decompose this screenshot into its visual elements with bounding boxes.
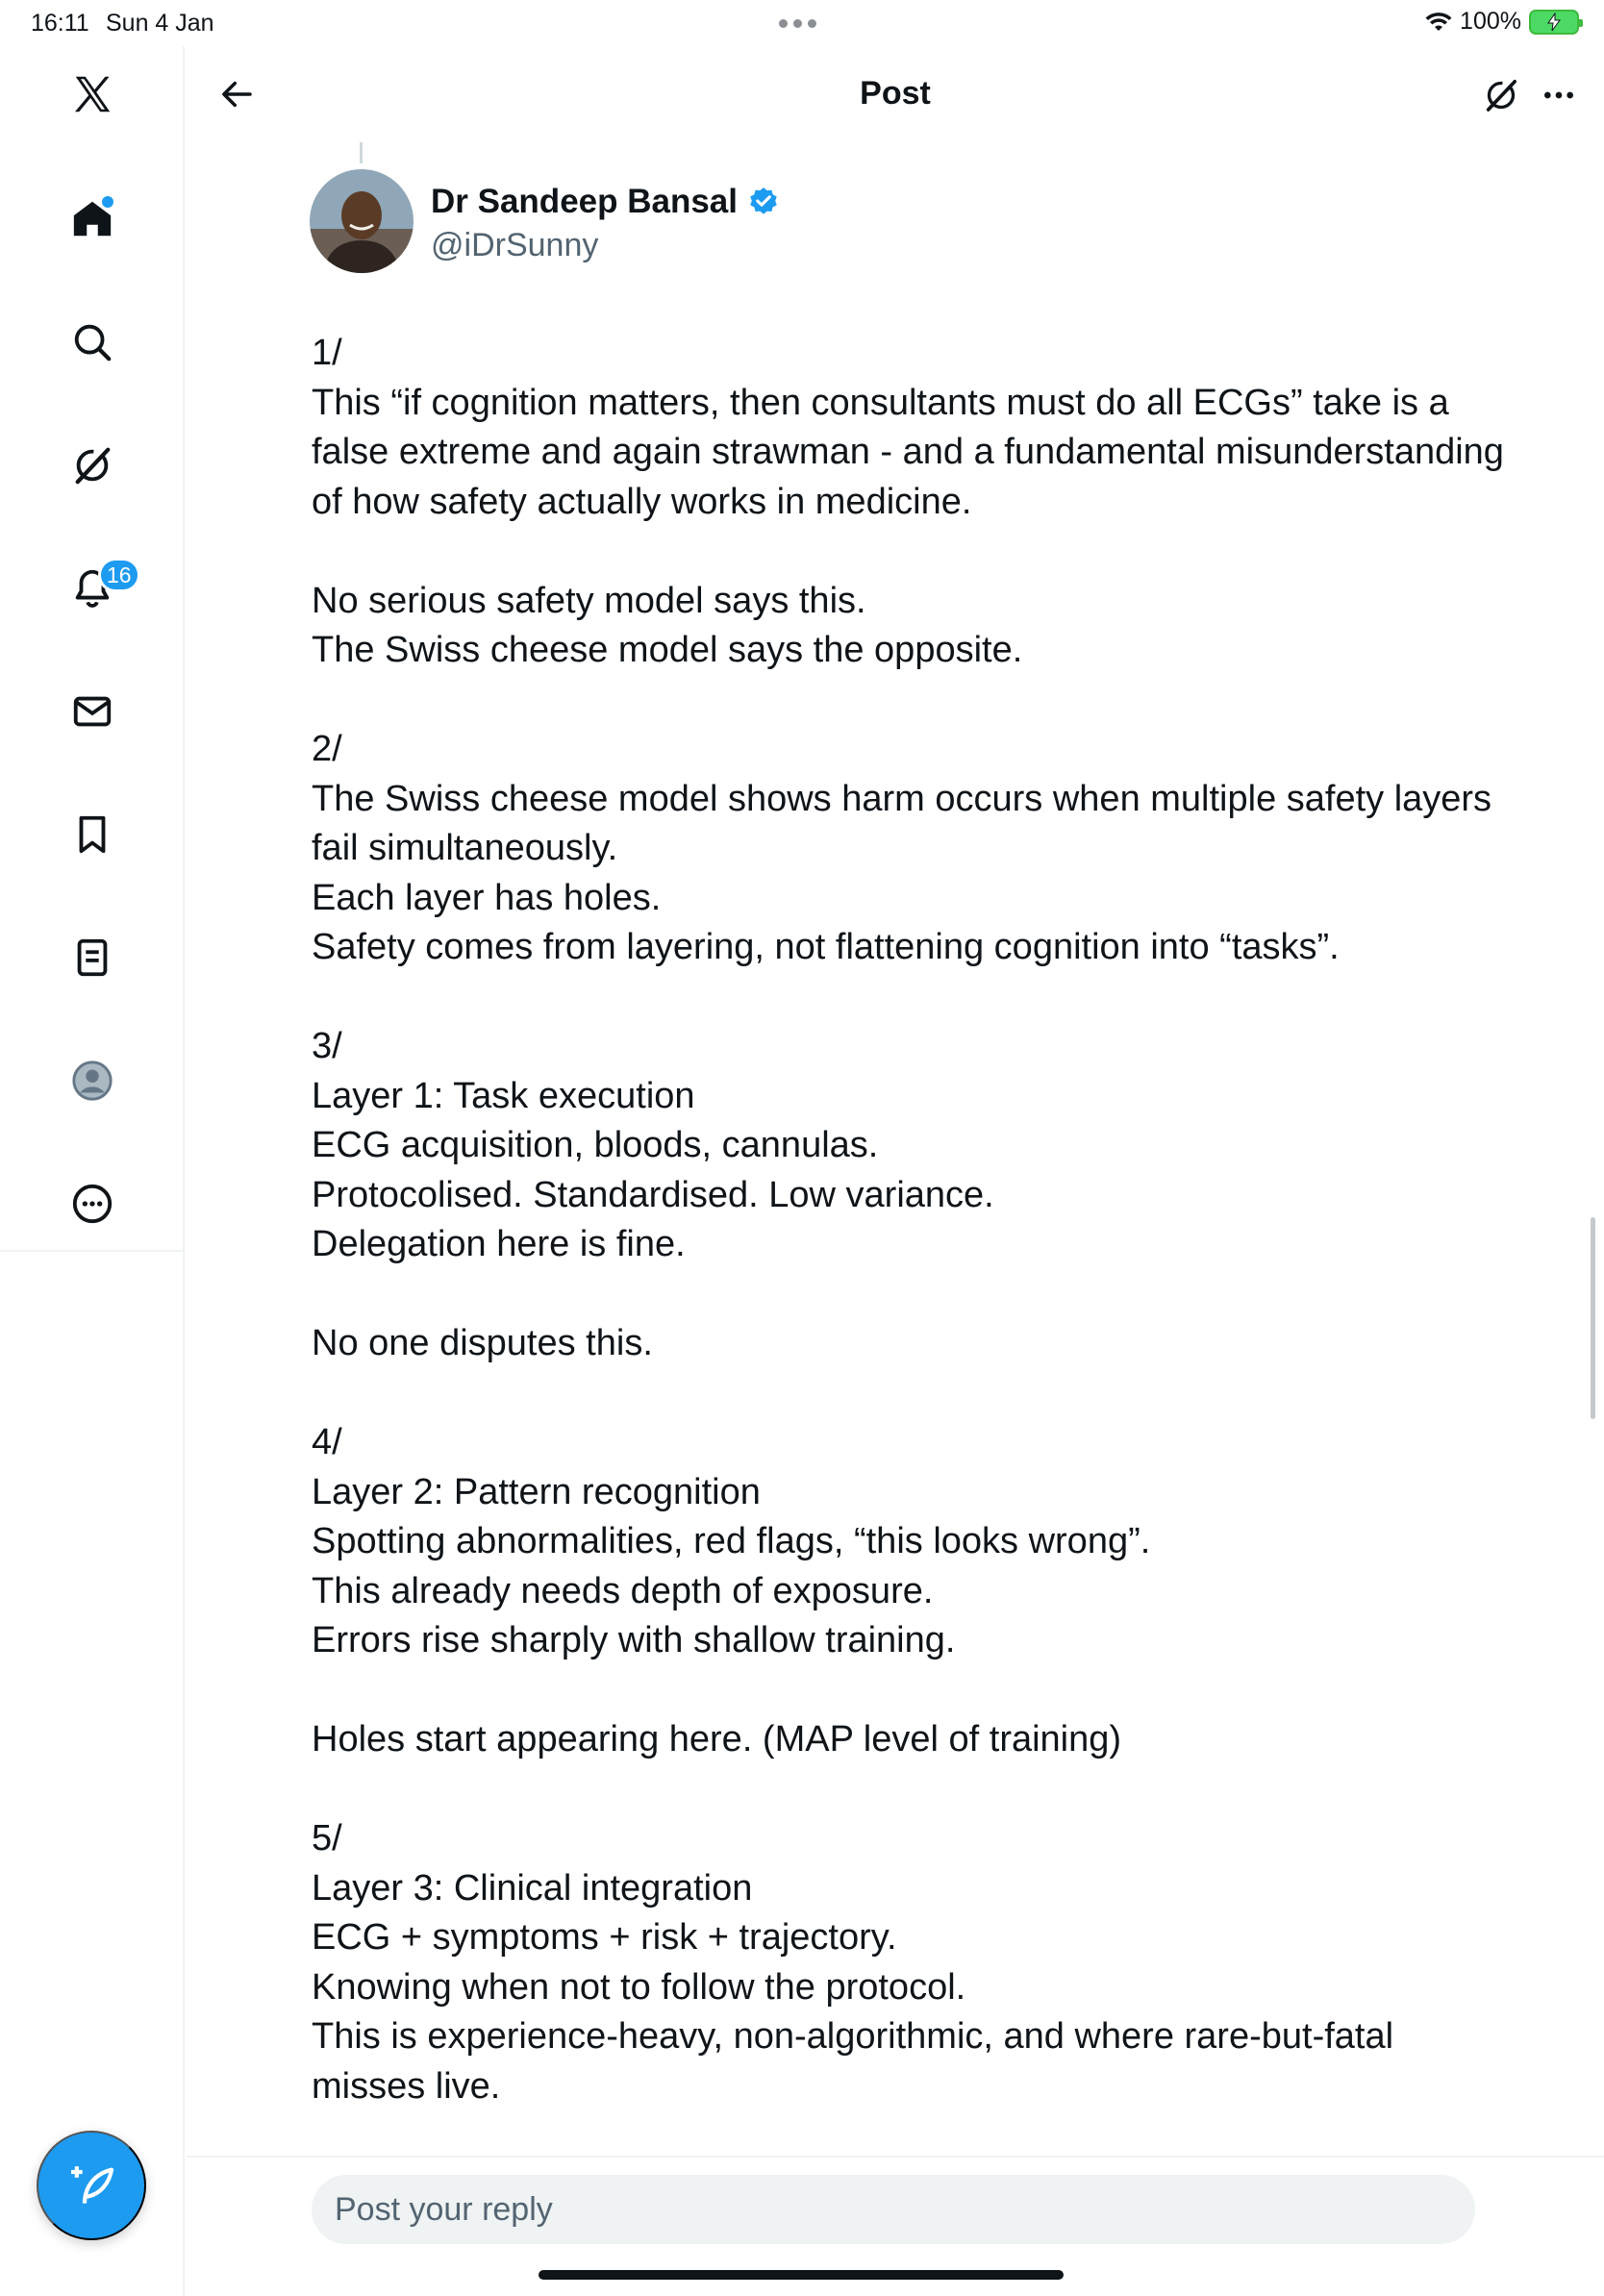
sidebar-item-bookmarks[interactable] xyxy=(63,806,121,863)
post-paragraph: 1/ This “if cognition matters, then consultants must do all ECGs” take is a false extreme and again strawman - and a fundamental misunderstanding of how safety actually works in medicine. xyxy=(312,333,1504,522)
post-header xyxy=(187,46,1604,142)
author-name[interactable]: Dr Sandeep Bansal xyxy=(431,183,738,220)
compose-feather-icon xyxy=(64,2159,118,2212)
status-time: 16:11 xyxy=(31,10,89,37)
notifications-badge: 16 xyxy=(98,558,140,592)
ellipsis-icon xyxy=(1540,76,1578,114)
sidebar-item-lists[interactable] xyxy=(63,929,121,986)
home-unread-dot xyxy=(102,196,113,208)
post-paragraph: 5/ Layer 3: Clinical integration ECG + symptoms + risk + trajectory. Knowing when not to follow the protocol. This is experience-heavy, non-algorithmic, and where rare-but-fatal misses live. xyxy=(312,1818,1394,2107)
post-paragraph: 4/ Layer 2: Pattern recognition Spotting abnormalities, red flags, “this looks wrong”. This already needs depth of exposure. Errors rise sharply with shallow training. xyxy=(312,1422,1151,1660)
status-right xyxy=(1425,8,1579,36)
sidebar-item-home[interactable] xyxy=(63,190,121,248)
reply-input[interactable] xyxy=(312,2175,1475,2244)
post-paragraph: 3/ Layer 1: Task execution ECG acquisition, bloods, cannulas. Protocolised. Standardised. Low variance. Delegation here is fine. xyxy=(312,1026,994,1264)
battery-percent: 100% xyxy=(1460,8,1521,35)
author-handle: @iDrSunny xyxy=(431,227,599,263)
status-date: Sun 4 Jan xyxy=(106,10,214,37)
sidebar-item-more[interactable] xyxy=(63,1175,121,1233)
status-bar xyxy=(0,0,1604,46)
home-indicator[interactable] xyxy=(539,2270,1064,2280)
bookmark-icon xyxy=(70,812,114,857)
post-author[interactable] xyxy=(431,183,780,264)
post-text xyxy=(312,329,1504,2111)
search-icon xyxy=(70,320,114,364)
sidebar-divider xyxy=(0,1250,185,1252)
sidebar-item-explore[interactable] xyxy=(63,313,121,371)
sidebar-item-grok[interactable] xyxy=(63,437,121,494)
more-icon xyxy=(70,1182,114,1226)
verified-badge-icon xyxy=(747,186,780,218)
thread-connector-line xyxy=(360,142,363,163)
post-paragraph: Holes start appearing here. (MAP level of training) xyxy=(312,1719,1122,1759)
scrollbar[interactable] xyxy=(1591,1217,1595,1419)
page-title: Post xyxy=(860,75,931,112)
profile-icon xyxy=(70,1059,114,1103)
mail-icon xyxy=(70,689,114,734)
post-paragraph: No one disputes this. xyxy=(312,1323,653,1363)
list-icon xyxy=(70,936,114,980)
wifi-icon xyxy=(1425,12,1452,33)
sidebar-item-profile[interactable] xyxy=(63,1052,121,1110)
grok-button[interactable] xyxy=(1477,71,1525,119)
battery-icon xyxy=(1529,10,1579,35)
post-paragraph: No serious safety model says this. The Swiss cheese model says the opposite. xyxy=(312,580,1023,670)
sidebar-item-notifications[interactable] xyxy=(63,560,132,617)
avatar[interactable] xyxy=(310,169,414,273)
sidebar xyxy=(0,46,185,2296)
post-paragraph: 2/ The Swiss cheese model shows harm occurs when multiple safety layers fail simultaneously. Each layer has holes. Safety comes from layering, not flattening cognition into “tasks”. xyxy=(312,729,1492,967)
grok-icon xyxy=(70,443,114,487)
multitasking-dots-icon[interactable] xyxy=(779,19,816,28)
x-logo-icon[interactable] xyxy=(63,65,121,123)
compose-post-button[interactable] xyxy=(37,2131,146,2240)
grok-icon xyxy=(1482,76,1520,114)
more-options-button[interactable] xyxy=(1535,71,1583,119)
sidebar-item-messages[interactable] xyxy=(63,683,121,740)
